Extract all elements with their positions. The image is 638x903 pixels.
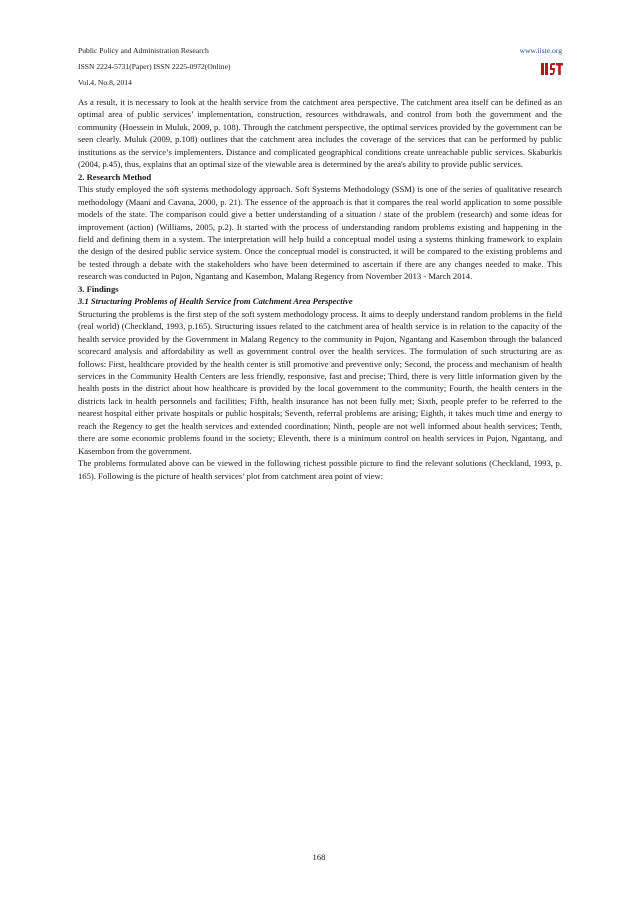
journal-url-link[interactable]: www.iiste.org [519,46,562,55]
journal-issn: ISSN 2224-5731(Paper) ISSN 2225-0972(Online) [78,62,231,71]
page-header [78,43,562,87]
heading-findings: 3. Findings [78,283,119,294]
page-number: 168 [312,852,326,862]
paragraph-rich-picture-intro: The problems formulated above can be viewed in the following richest possible picture to find the relevant solutions (Checkland, 1993, p. 165). Following is the picture of health services’ plot from catchment area point of view: [78,458,562,481]
journal-volume: Vol.4, No.8, 2014 [78,78,132,87]
paragraph-catchment-area: As a result, it is necessary to look at the health service from the catchment area perspective. The catchment area itself can be defined as an optimal area of public services’ implementation, construction, resources withdrawals, and control from both the government and the community (Hoessein in Muluk, 2009, p. 108). Through the catchment perspective, the optimal services provided by the government can be seen clearly. Muluk (2009, p.108) outlines that the catchment area includes the coverage of the services that can be performed by public institutions as the service’s implementers. Distance and complicated geographical conditions create unreachable public services. Skaburkis (2004, p.45), thus, explains that an optimal size of the viewable area is determined by the area's ability to provide public services. [78,97,562,170]
journal-title: Public Policy and Administration Research [78,46,209,55]
iiste-logo [540,61,564,77]
paragraph-structuring-problems: Structuring the problems is the first step of the soft system methodology process. It aims to deeply understand random problems in the field (real world) (Checkland, 1993, p.165). Structuring issues related to the catchment area of health service is in relation to the capacity of the health service provided by the Government in Malang Regency to the community in Pujon, Ngantang and Kasembon through the balanced scorecard analysis and affordability as well as government control over the health services. The formulation of such structuring are as follows: First, healthcare provided by the health center is still promotive and preventive only; Second, the process and mechanism of health services in the Community Health Centers are less friendly, responsive, fast and precise; Third, there is very little information given by the health posts in the district about how healthcare is provided by the local government to the community; Fourth, the health centers in the districts lack in health personnels and facilities; Fifth, health insurance has not been fully met; Sixth, people prefer to be referred to the nearest hospital either private hospitals or public hospitals; Seventh, referral problems are arising; Eighth, it takes much time and energy to reach the Regency to get the health services and extended coordination; Ninth, people are not well informed about health services; Tenth, there are some economic problems found in the society; Eleventh, there is a minimum control on health services in Pujon, Ngantang, and Kasembon from the government. [78,308,562,456]
paragraph-research-method: This study employed the soft systems methodology approach. Soft Systems Methodology (SSM) is one of the series of qualitative research methodology (Maani and Cavana, 2000, p. 21). The essence of the approach is that it compares the real world application to some possible models of the state. The comparison could give a better understanding of a situation / state of the problem (research) and some ideas for improvement (action) (Williams, 2005, p.2). It started with the process of understanding random problems existing and happening in the field and defining them in a system. The interpretation will help build a conceptual model using a systems thinking framework to explain the design of the desired public service system. Once the conceptual model is constructed, it will be compared to the existing problems and be tested through a debate with the stakeholders who have been determined to ascertain if there are any changes needed to make. This research was conducted in Pujon, Ngantang and Kasembon, Malang Regency from November 2013 - March 2014. [78,184,562,282]
subheading-structuring-problems: 3.1 Structuring Problems of Health Service from Catchment Area Perspective [78,296,353,307]
article-body [78,96,562,482]
heading-research-method: 2. Research Method [78,171,152,182]
